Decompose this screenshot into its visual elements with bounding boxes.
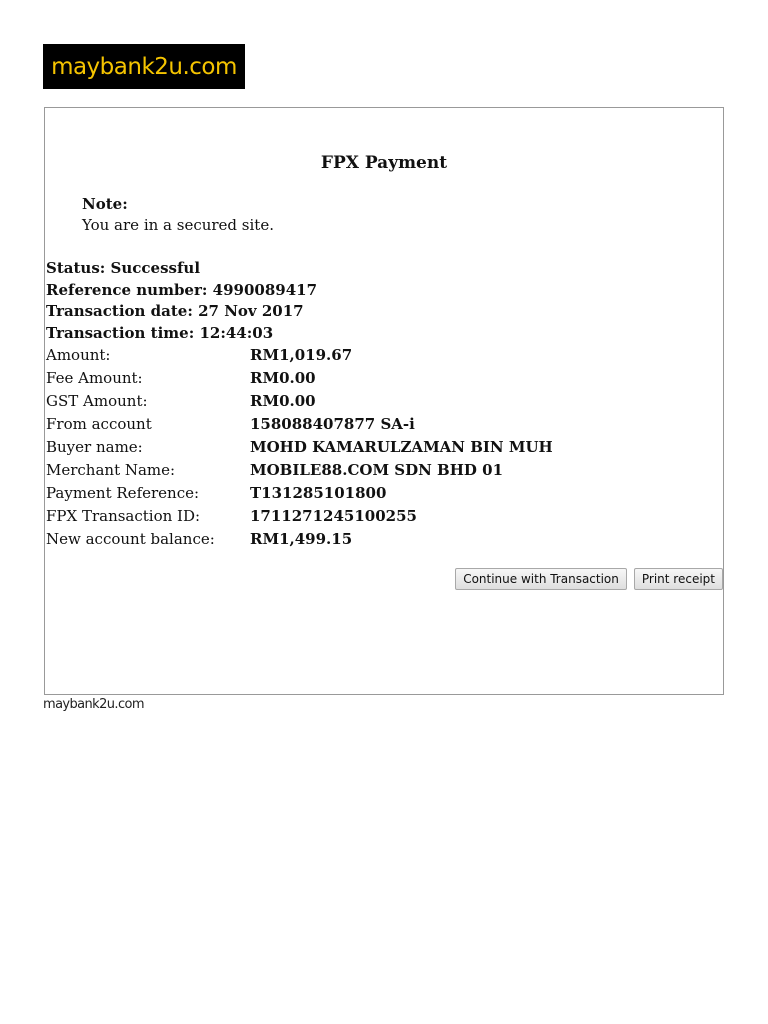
transaction-date-line: Transaction date: 27 Nov 2017 bbox=[46, 302, 304, 320]
note-label: Note: bbox=[82, 195, 128, 213]
transaction-status-block bbox=[46, 258, 317, 344]
detail-row-new-account-balance bbox=[46, 527, 553, 550]
detail-row-buyer-name bbox=[46, 435, 553, 458]
action-buttons bbox=[455, 568, 723, 590]
detail-label: From account bbox=[46, 414, 152, 433]
detail-value: MOHD KAMARULZAMAN BIN MUH bbox=[250, 437, 553, 456]
detail-label: New account balance: bbox=[46, 529, 215, 548]
detail-value: RM1,499.15 bbox=[250, 529, 353, 548]
page-title: FPX Payment bbox=[320, 153, 448, 173]
detail-row-from-account bbox=[46, 412, 553, 435]
transaction-time-line: Transaction time: 12:44:03 bbox=[46, 323, 274, 342]
detail-value: T131285101800 bbox=[250, 483, 387, 502]
detail-label: Merchant Name: bbox=[46, 460, 176, 479]
detail-row-amount bbox=[46, 343, 553, 366]
detail-label: FPX Transaction ID: bbox=[46, 506, 201, 525]
detail-value: RM1,019.67 bbox=[250, 345, 353, 364]
note-text: You are in a secured site. bbox=[82, 216, 274, 234]
footer-logo: maybank2u.com bbox=[43, 697, 144, 712]
logo-text: maybank2u.com bbox=[51, 53, 237, 80]
detail-value: MOBILE88.COM SDN BHD 01 bbox=[250, 460, 504, 479]
detail-value: RM0.00 bbox=[250, 391, 316, 410]
reference-number-line: Reference number: 4990089417 bbox=[46, 280, 318, 299]
detail-value: 158088407877 SA-i bbox=[250, 414, 415, 433]
detail-value: RM0.00 bbox=[250, 368, 316, 387]
transaction-details bbox=[46, 343, 553, 550]
detail-label: Fee Amount: bbox=[46, 368, 143, 387]
detail-row-fpx-transaction-id bbox=[46, 504, 553, 527]
continue-transaction-button[interactable]: Continue with Transaction bbox=[455, 568, 627, 590]
security-note bbox=[82, 194, 274, 236]
payment-receipt-panel bbox=[44, 107, 724, 695]
detail-row-payment-reference bbox=[46, 481, 553, 504]
detail-label: GST Amount: bbox=[46, 391, 148, 410]
maybank2u-logo bbox=[43, 44, 245, 89]
detail-row-fee-amount bbox=[46, 366, 553, 389]
detail-label: Payment Reference: bbox=[46, 483, 200, 502]
detail-row-merchant-name bbox=[46, 458, 553, 481]
print-receipt-button[interactable]: Print receipt bbox=[634, 568, 723, 590]
detail-label: Amount: bbox=[46, 345, 111, 364]
detail-row-gst-amount bbox=[46, 389, 553, 412]
detail-value: 1711271245100255 bbox=[250, 506, 417, 525]
detail-label: Buyer name: bbox=[46, 437, 143, 456]
status-line: Status: Successful bbox=[46, 259, 201, 277]
